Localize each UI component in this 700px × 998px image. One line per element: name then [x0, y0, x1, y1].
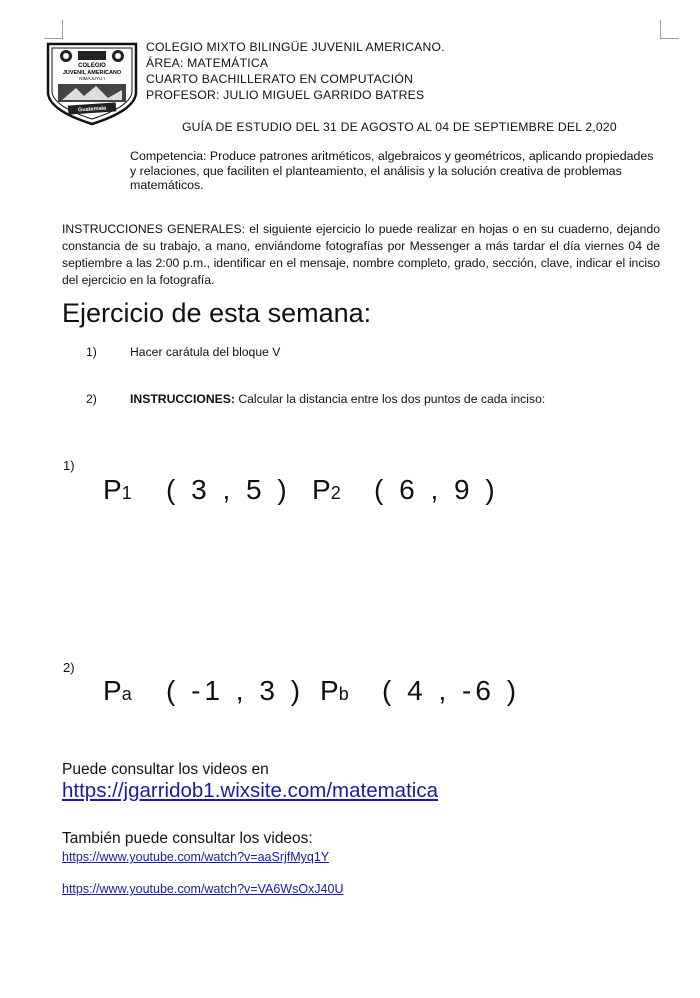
competency-statement: Competencia: Produce patrones aritméticos, algebraicos y geométricos, aplicando propiedades y relaciones, que faciliten el planteamiento, el análisis y la solución creativa de problemas matemáticos. — [130, 149, 654, 192]
point-p2: P2 — [312, 474, 341, 505]
section-heading: Ejercicio de esta semana: — [62, 298, 372, 328]
guide-title: GUÍA DE ESTUDIO DEL 31 DE AGOSTO AL 04 DE SEPTIEMBRE DEL 2,020 — [182, 120, 617, 134]
exercise-number-2: 2) — [63, 660, 75, 675]
school-header — [146, 39, 445, 103]
references-intro: Puede consultar los videos en — [62, 761, 269, 778]
point-pa: Pa — [103, 675, 132, 706]
point-pa-coordinates: ( -1 , 3 ) — [166, 675, 305, 706]
task-label: INSTRUCCIONES: — [130, 392, 235, 406]
school-name: COLEGIO MIXTO BILINGÜE JUVENIL AMERICANO. — [146, 40, 445, 54]
youtube-link-2[interactable]: https://www.youtube.com/watch?v=VA6WsOxJ40U — [62, 882, 344, 896]
point-p2-coordinates: ( 6 , 9 ) — [374, 474, 499, 505]
logo-text-line1: COLEGIO — [78, 63, 106, 69]
videos-intro: También puede consultar los videos: — [62, 830, 313, 847]
general-instructions: INSTRUCCIONES GENERALES: el siguiente ejercicio lo puede realizar en hojas o en su cuaderno, dejando constancia de su trabajo, a mano, enviándome fotografías por Messenger a más tardar el día viernes 04 de septiembre a las 2:00 p.m., identificar en el mensaje, nombre completo, grado, sección, clave, indicar el inciso del ejercicio en la fotografía. — [62, 222, 660, 287]
logo-banner-text: Guatemala — [77, 105, 107, 114]
crop-mark-top-right — [660, 20, 679, 39]
subject-area: ÁREA: MATEMÁTICA — [146, 56, 269, 70]
crop-mark-top-left — [44, 20, 63, 39]
task-text: Calcular la distancia entre los dos puntos de cada inciso: — [234, 392, 546, 406]
point-pb-coordinates: ( 4 , -6 ) — [382, 675, 521, 706]
website-link[interactable]: https://jgarridob1.wixsite.com/matematica — [62, 779, 438, 802]
point-pb: Pb — [320, 675, 349, 706]
task-number: 2) — [86, 392, 97, 406]
point-p1-coordinates: ( 3 , 5 ) — [166, 474, 291, 505]
school-crest-logo — [46, 40, 138, 126]
exercise-number-1: 1) — [63, 458, 75, 473]
point-p1: P1 — [103, 474, 132, 505]
task-text: Hacer carátula del bloque V — [130, 345, 281, 359]
task-number: 1) — [86, 345, 97, 359]
task-text-wrapper — [130, 392, 545, 406]
youtube-link-1[interactable]: https://www.youtube.com/watch?v=aaSrjfMyq1Y — [62, 850, 330, 864]
grade-level: CUARTO BACHILLERATO EN COMPUTACIÓN — [146, 72, 414, 86]
teacher-name: PROFESOR: JULIO MIGUEL GARRIDO BATRES — [146, 88, 425, 102]
logo-text-line3: NIMAJUYU I — [79, 76, 105, 81]
logo-text-line2: JUVENIL AMERICANO — [62, 70, 122, 76]
